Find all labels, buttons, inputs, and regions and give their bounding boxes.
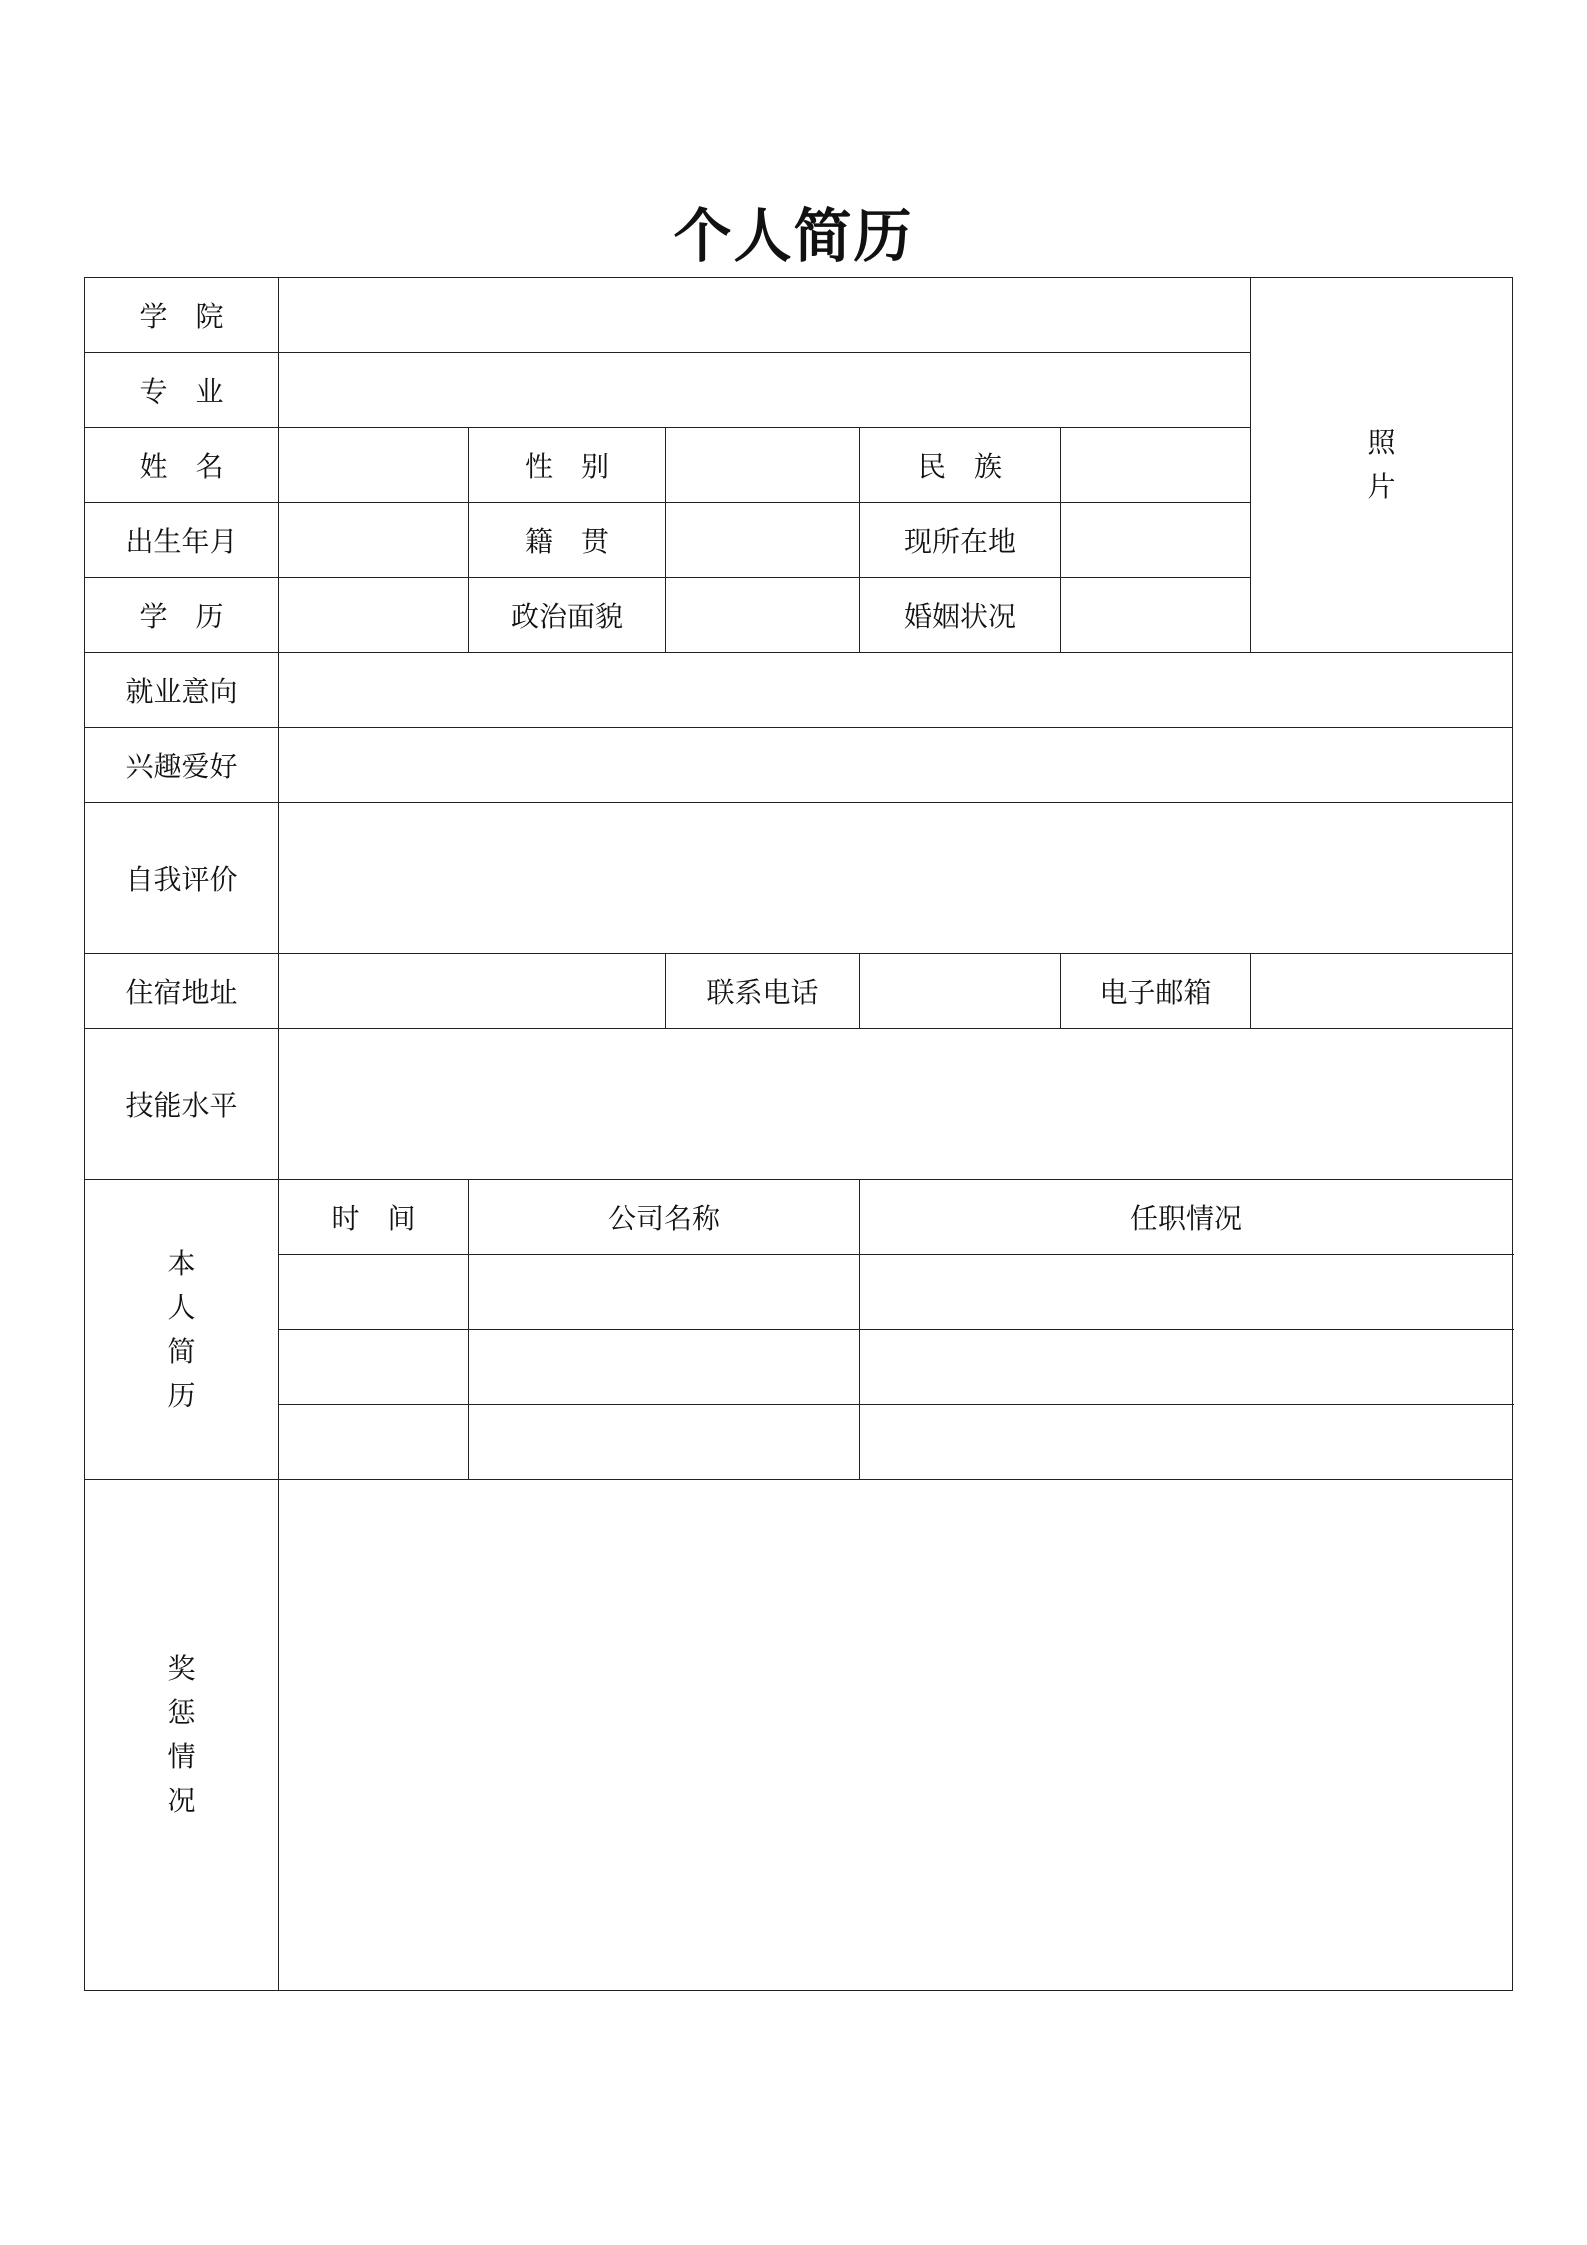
label-awards-char: 情 [167,1740,196,1773]
label-phone: 联系电话 [666,954,860,1029]
resume-form-table [84,277,1513,1991]
label-email: 电子邮箱 [1061,954,1251,1029]
label-major: 专 业 [85,353,279,428]
label-self-evaluation: 自我评价 [85,803,279,954]
photo-label-2: 片 [1367,470,1396,503]
current-location-field[interactable] [1061,503,1251,578]
hobbies-field[interactable] [279,728,1513,803]
political-status-field[interactable] [666,578,860,653]
company-field[interactable] [469,1255,860,1330]
time-field[interactable] [279,1405,469,1480]
position-field[interactable] [860,1405,1513,1480]
header-time: 时 间 [279,1180,469,1255]
label-political-status: 政治面貌 [469,578,666,653]
label-hobbies: 兴趣爱好 [85,728,279,803]
label-resume-char: 简 [167,1334,196,1368]
self-evaluation-field[interactable] [279,803,1513,954]
label-awards-char: 况 [167,1784,196,1817]
major-field[interactable] [279,353,1251,428]
name-field[interactable] [279,428,469,503]
awards-field[interactable] [279,1480,1513,1991]
time-field[interactable] [279,1255,469,1330]
label-resume-char: 本 [167,1246,196,1280]
phone-field[interactable] [860,954,1061,1029]
label-ethnicity: 民 族 [860,428,1061,503]
marital-status-field[interactable] [1061,578,1251,653]
dorm-address-field[interactable] [279,954,666,1029]
label-education: 学 历 [85,578,279,653]
college-field[interactable] [279,278,1251,353]
label-college: 学 院 [85,278,279,353]
label-awards-char: 奖 [167,1652,196,1685]
label-awards [85,1480,279,1991]
page-title: 个人简历 [673,202,914,270]
table-row [85,1255,1513,1330]
position-field[interactable] [860,1330,1513,1405]
skills-field[interactable] [279,1029,1513,1180]
label-current-location: 现所在地 [860,503,1061,578]
position-field[interactable] [860,1255,1513,1330]
photo-label-1: 照 [1367,426,1396,459]
label-job-intention: 就业意向 [85,653,279,728]
header-company: 公司名称 [469,1180,860,1255]
table-row [85,1330,1513,1405]
label-name: 姓 名 [85,428,279,503]
label-gender: 性 别 [469,428,666,503]
email-field[interactable] [1251,954,1513,1029]
company-field[interactable] [469,1405,860,1480]
gender-field[interactable] [666,428,860,503]
ethnicity-field[interactable] [1061,428,1251,503]
table-row [85,1405,1513,1480]
photo-box[interactable] [1251,278,1513,653]
label-resume-char: 人 [167,1290,196,1324]
label-native-place: 籍 贯 [469,503,666,578]
label-dorm-address: 住宿地址 [85,954,279,1029]
label-marital-status: 婚姻状况 [860,578,1061,653]
label-resume-char: 历 [167,1378,196,1412]
job-intention-field[interactable] [279,653,1513,728]
label-resume [85,1180,279,1480]
header-position: 任职情况 [860,1180,1513,1255]
label-birth: 出生年月 [85,503,279,578]
education-field[interactable] [279,578,469,653]
company-field[interactable] [469,1330,860,1405]
birth-field[interactable] [279,503,469,578]
native-place-field[interactable] [666,503,860,578]
time-field[interactable] [279,1330,469,1405]
label-awards-char: 惩 [167,1696,196,1729]
label-skills: 技能水平 [85,1029,279,1180]
